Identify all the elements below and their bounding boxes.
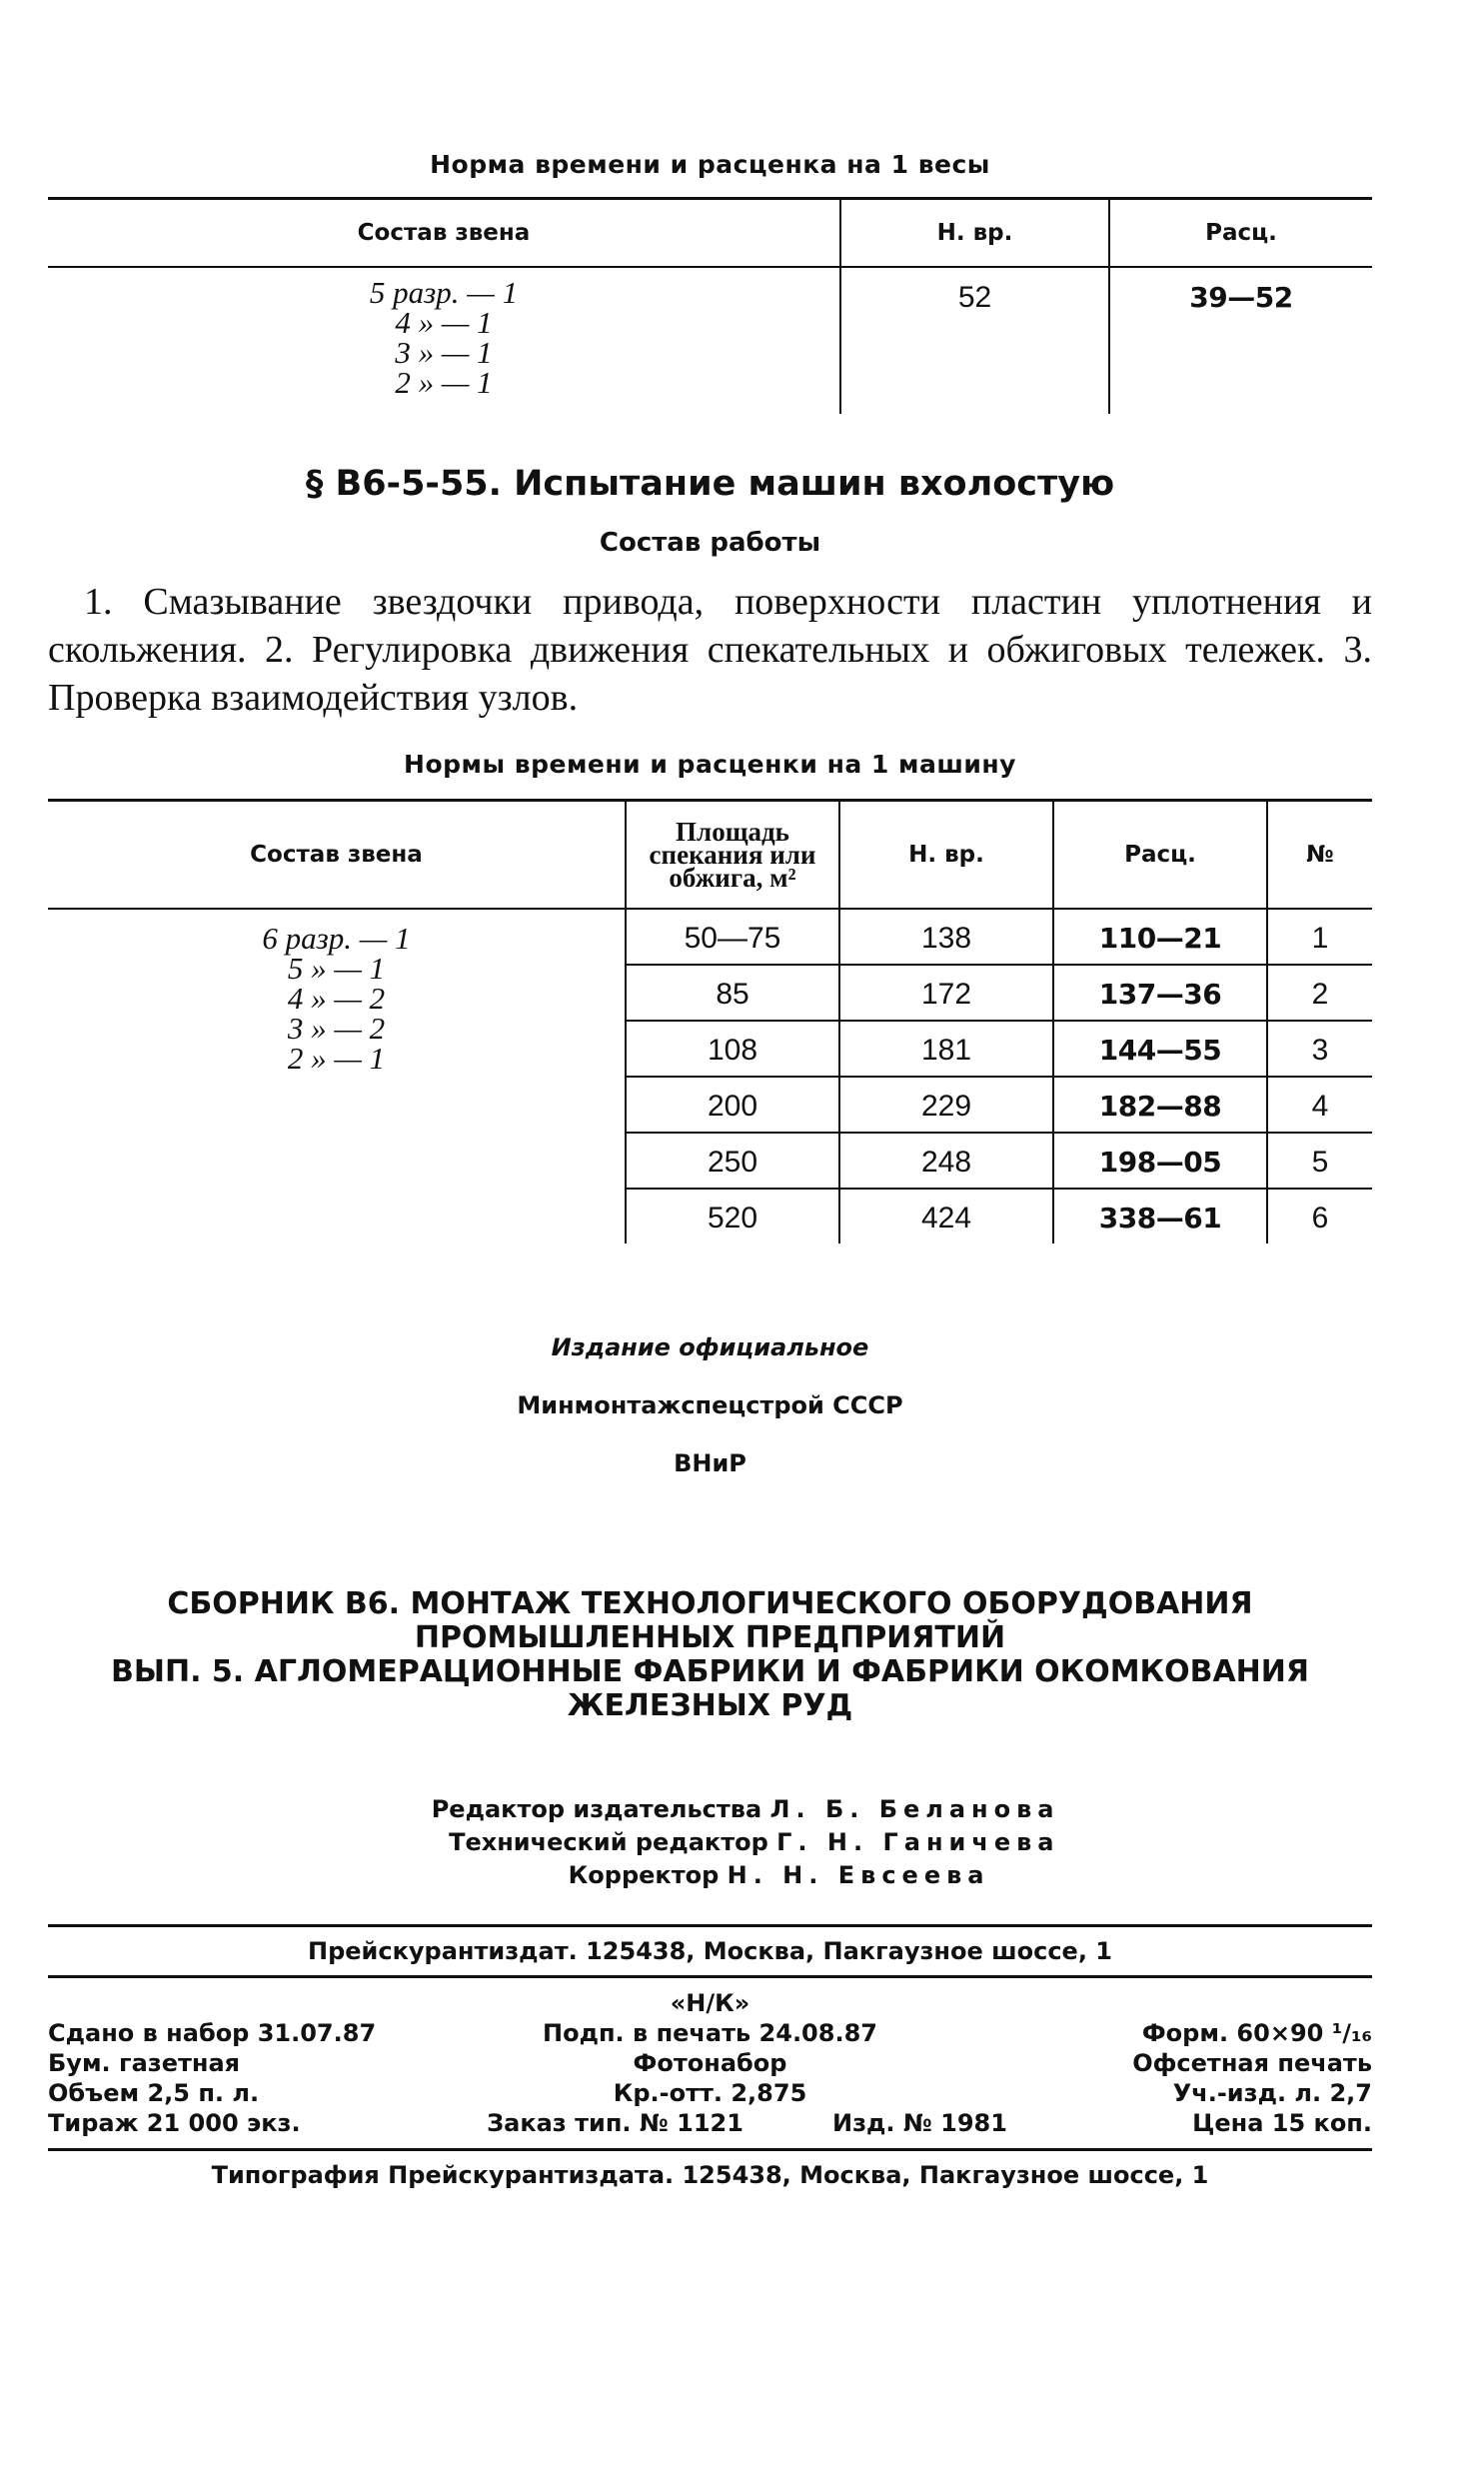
- norm-table-machines: [48, 799, 1372, 1244]
- area-value: 520: [707, 1201, 758, 1235]
- work-heading: Состав работы: [599, 528, 821, 558]
- row-number: 6: [1311, 1201, 1329, 1235]
- number-cell: [1267, 1021, 1372, 1077]
- brigade-line: 3 » — 1: [395, 335, 493, 370]
- brigade-line: 3 » — 2: [287, 1011, 386, 1046]
- editor-line: [361, 1793, 1060, 1826]
- table2-header-rate: Расц.: [1053, 801, 1267, 910]
- table1-norm-cell: [840, 267, 1109, 414]
- number-cell: [1267, 1189, 1372, 1244]
- table1-brigade-cell: [48, 267, 840, 414]
- work-description: 1. Смазывание звездочки привода, поверхности пластин уплотнения и скольжения. 2. Регулировка движения спекательных и обжиговых тележек. 3. Проверка взаимодействия узлов.: [48, 581, 1372, 719]
- editor-line: [361, 1859, 1060, 1892]
- area-value: 250: [707, 1145, 758, 1179]
- collection-title: [48, 1587, 1372, 1723]
- norm-value: 52: [957, 281, 992, 314]
- norm-cell: [839, 1133, 1053, 1189]
- row-number: 3: [1311, 1033, 1329, 1067]
- row-number: 2: [1311, 977, 1329, 1011]
- row-number: 5: [1311, 1145, 1329, 1179]
- rate-cell: [1053, 1189, 1267, 1244]
- pub-info-item: Сдано в набор 31.07.87: [48, 2019, 377, 2047]
- norm-cell: [839, 909, 1053, 965]
- pub-info-right: [1132, 1988, 1372, 2138]
- brigade-line: 5 разр. — 1: [369, 275, 519, 310]
- rate-cell: [1053, 965, 1267, 1021]
- norm-value: 248: [920, 1145, 972, 1179]
- publication-number: Изд. № 1981: [832, 2109, 1007, 2137]
- row-number: 1: [1311, 921, 1329, 955]
- collection-title-line: СБОРНИК В6. МОНТАЖ ТЕХНОЛОГИЧЕСКОГО ОБОРУДОВАНИЯ: [167, 1586, 1253, 1621]
- pub-info-item: Бум. газетная: [48, 2049, 241, 2077]
- collection-title-line: ВЫП. 5. АГЛОМЕРАЦИОННЫЕ ФАБРИКИ И ФАБРИКИ ОКОМКОВАНИЯ: [111, 1654, 1309, 1689]
- norm-value: 172: [920, 977, 972, 1011]
- table1-title: Норма времени и расценка на 1 весы: [430, 150, 990, 179]
- table2-header-number: №: [1267, 801, 1372, 910]
- norm-cell: [839, 1077, 1053, 1133]
- area-cell: [626, 1077, 839, 1133]
- table1-rate-cell: [1109, 267, 1372, 414]
- area-cell: [626, 1021, 839, 1077]
- rate-cell: [1053, 1133, 1267, 1189]
- section-heading: § В6-5-55. Испытание машин вхолостую: [305, 464, 1115, 504]
- brigade-line: 6 разр. — 1: [262, 921, 411, 956]
- rate-value: 39—52: [1189, 281, 1293, 314]
- rate-cell: [1053, 909, 1267, 965]
- editor-line: [361, 1826, 1060, 1859]
- table1-header-norm: Н. вр.: [840, 199, 1109, 268]
- brigade-line: 4 » — 1: [395, 305, 493, 340]
- publication-details: [48, 1978, 1372, 2151]
- pub-info-item: Заказ тип. № 1121: [487, 2109, 743, 2137]
- pub-info-item: Офсетная печать: [1132, 2049, 1372, 2077]
- number-cell: [1267, 965, 1372, 1021]
- ministry-name: Минмонтажспецстрой СССР: [517, 1391, 903, 1419]
- editor-role: Корректор: [568, 1861, 720, 1889]
- norm-cell: [839, 965, 1053, 1021]
- rate-value: 110—21: [1098, 921, 1222, 955]
- area-cell: [626, 965, 839, 1021]
- collection-title-line: ЖЕЛЕЗНЫХ РУД: [567, 1688, 853, 1723]
- table2-title: Нормы времени и расценки на 1 машину: [404, 750, 1016, 779]
- brigade-line: 4 » — 2: [287, 981, 386, 1016]
- rate-cell: [1053, 1077, 1267, 1133]
- area-value: 85: [716, 977, 749, 1011]
- brigade-line: 5 » — 1: [287, 951, 386, 986]
- table1-header-brigade: Состав звена: [48, 199, 840, 268]
- table2-header-brigade: Состав звена: [48, 801, 626, 910]
- row-number: 4: [1311, 1089, 1329, 1123]
- pub-info-item: Уч.-изд. л. 2,7: [1172, 2079, 1372, 2107]
- number-cell: [1267, 1133, 1372, 1189]
- pub-info-item: Фотонабор: [633, 2049, 787, 2077]
- pub-info-item: Объем 2,5 п. л.: [48, 2079, 260, 2107]
- area-cell: [626, 909, 839, 965]
- brigade-line: 2 » — 1: [287, 1041, 386, 1076]
- norm-cell: [839, 1021, 1053, 1077]
- editor-role: Технический редактор: [449, 1828, 768, 1856]
- rate-value: 182—88: [1098, 1089, 1222, 1123]
- number-cell: [1267, 1077, 1372, 1133]
- collection-title-line: ПРОМЫШЛЕННЫХ ПРЕДПРИЯТИЙ: [414, 1620, 1006, 1655]
- editor-name: Г. Н. Ганичева: [776, 1828, 1060, 1856]
- area-cell: [626, 1189, 839, 1244]
- pub-info-item: Кр.-отт. 2,875: [613, 2079, 807, 2107]
- rate-value: 137—36: [1098, 977, 1222, 1011]
- printing-house: Типография Прейскурантиздата. 125438, Москва, Пакгаузное шоссе, 1: [211, 2161, 1209, 2189]
- rate-value: 338—61: [1098, 1201, 1222, 1235]
- norm-value: 181: [920, 1033, 972, 1067]
- rate-value: 144—55: [1098, 1033, 1222, 1067]
- pub-info-item: Форм. 60×90 ¹/₁₆: [1141, 2019, 1372, 2047]
- norm-value: 138: [920, 921, 972, 955]
- norm-value: 424: [920, 1201, 972, 1235]
- norm-cell: [839, 1189, 1053, 1244]
- publisher-address: Прейскурантиздат. 125438, Москва, Пакгаузное шоссе, 1: [48, 1924, 1372, 1978]
- area-value: 50—75: [684, 921, 781, 955]
- pub-info-item: «Н/К»: [670, 1989, 750, 2017]
- norm-table-scales: [48, 197, 1372, 414]
- norm-value: 229: [920, 1089, 972, 1123]
- rate-cell: [1053, 1021, 1267, 1077]
- document-page: [48, 150, 1372, 2189]
- org-name: ВНиР: [674, 1449, 746, 1477]
- number-cell: [1267, 909, 1372, 965]
- pub-info-item: Подп. в печать 24.08.87: [543, 2019, 877, 2047]
- pub-info-item: Цена 15 коп.: [1192, 2109, 1372, 2137]
- table2-header-area: Площадь спекания или обжига, м²: [626, 801, 839, 910]
- area-value: 200: [707, 1089, 758, 1123]
- pub-info-item: Тираж 21 000 экз.: [48, 2109, 301, 2137]
- editor-role: Редактор издательства: [431, 1795, 762, 1823]
- table1-header-rate: Расц.: [1109, 199, 1372, 268]
- brigade-line: 2 » — 1: [395, 365, 493, 400]
- area-cell: [626, 1133, 839, 1189]
- editor-name: Н. Н. Евсеева: [727, 1861, 990, 1889]
- rate-value: 198—05: [1098, 1145, 1222, 1179]
- imprint-block: [48, 1333, 1372, 1477]
- editor-name: Л. Б. Беланова: [769, 1795, 1060, 1823]
- table2-header-norm: Н. вр.: [839, 801, 1053, 910]
- official-edition: Издание официальное: [551, 1333, 869, 1361]
- area-value: 108: [707, 1033, 758, 1067]
- table2-brigade-cell: [48, 909, 626, 1244]
- editors-block: [361, 1793, 1060, 1892]
